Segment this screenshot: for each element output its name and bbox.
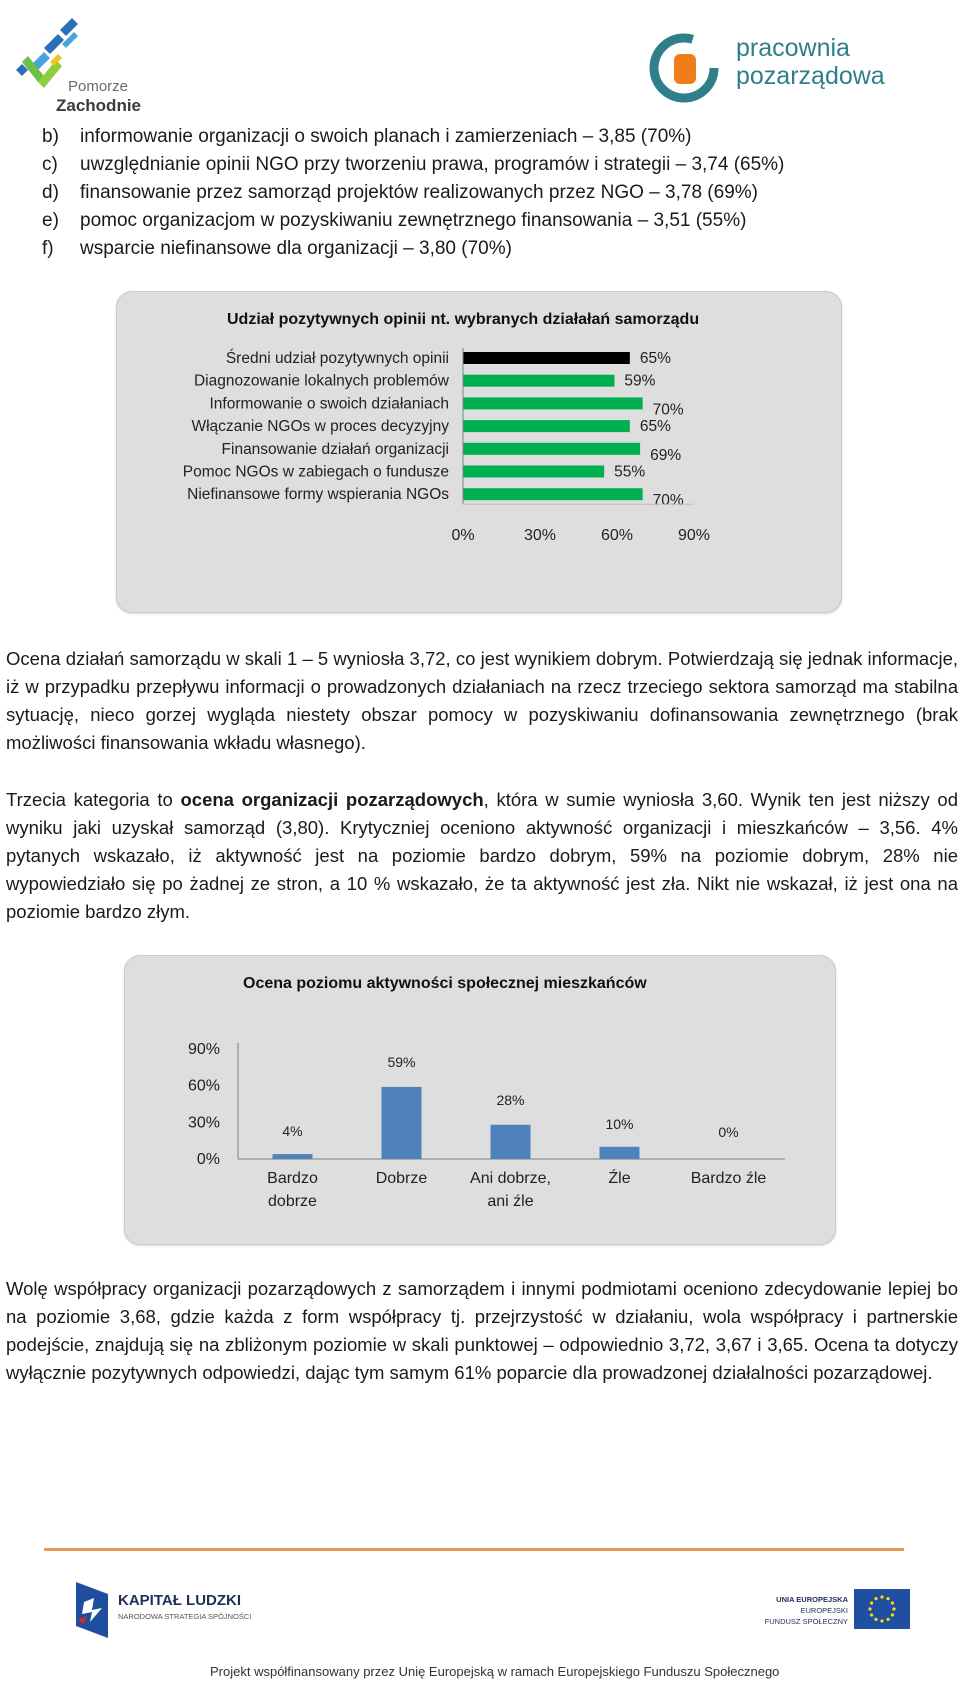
chart-title: Udział pozytywnych opinii nt. wybranych działałań samorządu [227, 311, 700, 328]
data-label: 10% [605, 1115, 634, 1132]
category-label: Ani dobrze, [470, 1170, 551, 1187]
data-label: 59% [387, 1053, 416, 1070]
eu-flag-icon [854, 1589, 910, 1629]
category-label: Niefinansowe formy wspierania NGOs [187, 486, 449, 504]
list-marker: f) [42, 238, 54, 259]
data-label: 28% [496, 1091, 525, 1108]
paragraph: Ocena działań samorządu w skali 1 – 5 wyniosła 3,72, co jest wynikiem dobrym. Potwierdzają się jednak informacje, iż w przypadku przepływu informacji o prowadzonych działaniach na rzecz trzeciego sektora samorząd ma stabilna sytuację, nieco gorzej wygląda niestety obszar pomocy w pozyskiwaniu dofinansowania zewnętrznego (brak możliwości finansowania wkładu własnego). [6, 648, 958, 753]
cofinancing-note: Projekt współfinansowany przez Unię Europejską w ramach Europejskiego Funduszu Społecznego [210, 1664, 780, 1679]
category-label: Źle [608, 1170, 631, 1187]
list-item [42, 151, 942, 179]
bar [463, 352, 630, 364]
list-item [42, 179, 942, 207]
list-item-text: uwzględnianie opinii NGO przy tworzeniu prawa, programów i strategii – 3,74 (65%) [80, 154, 785, 175]
y-tick-label: 0% [196, 1151, 220, 1168]
eu-logo [760, 1585, 910, 1635]
list-item-text: wsparcie niefinansowe dla organizacji – 3,80 (70%) [80, 238, 512, 259]
bar [463, 397, 643, 409]
european-text: EUROPEJSKI [800, 1606, 848, 1615]
list-item-text: finansowanie przez samorząd projektów realizowanych przez NGO – 3,78 (69%) [80, 182, 758, 203]
data-label: 59% [624, 372, 656, 390]
zachodnie-logo-text: Zachodnie [56, 96, 142, 115]
data-label: 69% [650, 446, 682, 464]
pracownia-emblem [648, 30, 722, 104]
category-label: Bardzo [267, 1170, 318, 1187]
bar [463, 488, 643, 500]
data-label: 70% [652, 401, 684, 419]
pracownia-pozarzadowa-logo [648, 30, 898, 100]
data-label: 65% [639, 350, 671, 367]
bar [463, 375, 614, 387]
list-marker: d) [42, 182, 59, 203]
y-tick-label: 90% [187, 1041, 220, 1058]
list-marker: e) [42, 210, 59, 231]
list-item-text: pomoc organizacjom w pozyskiwaniu zewnętrznego finansowania – 3,51 (55%) [80, 210, 747, 231]
bar [463, 466, 604, 478]
list-marker: b) [42, 126, 59, 147]
pracownia-logo-text: pracownia [736, 34, 850, 62]
eu-text: UNIA EUROPEJSKA [776, 1595, 848, 1604]
social-fund-text: FUNDUSZ SPOŁECZNY [764, 1617, 848, 1626]
kapital-ludzki-text: KAPITAŁ LUDZKI [118, 1592, 242, 1609]
y-tick-label: 30% [187, 1114, 220, 1132]
x-tick-label: 60% [600, 527, 634, 544]
paragraph: Wolę współpracy organizacji pozarządowych z samorządem i innymi podmiotami oceniono zdecydowanie lepiej bo na poziomie 3,68, gdzie każda z form współpracy tj. przejrzystość w działaniu, wola współpracy i partnerskie podejście, znajdują się na zbliżonym poziomie w skali punktowej – odpowiednio 3,72, 3,67 i 3,65. Ocena ta dotyczy wyłącznie pozytywnych odpowiedzi, dając tym samym 61% poparcie dla prowadzonej działalności pozarządowej. [6, 1278, 958, 1383]
list-item [42, 123, 942, 151]
emphasized-phrase: ocena organizacji pozarządowych [180, 789, 484, 810]
data-label: 55% [614, 463, 646, 481]
list-item [42, 235, 942, 263]
category-label: Średni udział pozytywnych opinii [225, 350, 449, 367]
kapital-ludzki-emblem [72, 1580, 112, 1640]
chart-frame-social-activity [124, 955, 836, 1245]
bar [600, 1147, 640, 1159]
category-label: Diagnozowanie lokalnych problemów [193, 372, 449, 390]
pomorze-zachodnie-logo [14, 14, 154, 115]
footer-divider [44, 1548, 904, 1551]
pozarzadowa-logo-text: pozarządowa [736, 62, 885, 90]
list-item [42, 207, 942, 235]
data-label: 65% [639, 418, 671, 436]
x-tick-label: 30% [523, 527, 557, 544]
vertical-bar-chart [125, 956, 835, 1244]
category-label: Bardzo źle [690, 1170, 767, 1187]
list-marker: c) [42, 154, 58, 175]
bar [463, 443, 640, 455]
category-label: dobrze [268, 1193, 317, 1210]
paragraph [6, 786, 958, 926]
category-label: Pomoc NGOs w zabiegach o fundusze [182, 463, 449, 481]
category-label: Włączanie NGOs w proces decyzyjny [191, 418, 449, 436]
list-item-text: informowanie organizacji o swoich planach i zamierzeniach – 3,85 (70%) [80, 126, 692, 147]
y-tick-label: 60% [187, 1077, 220, 1095]
bar [382, 1087, 422, 1159]
chart-title: Ocena poziomu aktywności społecznej mieszkańców [243, 975, 647, 992]
x-tick-label: 0% [451, 527, 475, 544]
bar [273, 1154, 313, 1159]
category-label: ani źle [487, 1193, 534, 1210]
criteria-list [42, 123, 942, 263]
bar [463, 420, 630, 432]
paragraph-text: , która w sumie wyniosła 3,60. Wynik ten jest niższy od wyniku jaki uzyskał samorząd (3,80). Krytyczniej oceniono aktywność organizacji i mieszkańców – 3,56. 4% pytanych wskazało, iż aktywność jest na poziomie bardzo dobrym, 59% na poziomie dobrym, 28% nie wypowiedziało się po żadnej ze stron, a 10 % wskazało, że ta aktywność jest zła. Nikt nie wskazał, iż jest ona na poziomie bardzo złym. [6, 789, 958, 922]
data-label: 70% [652, 492, 684, 510]
category-label: Informowanie o swoich działaniach [209, 395, 449, 413]
data-label: 4% [282, 1123, 303, 1140]
chart-frame-positive-opinions [116, 291, 842, 613]
category-label: Dobrze [375, 1170, 428, 1187]
pomorze-logo-text: Pomorze [68, 78, 129, 95]
horizontal-bar-chart [117, 292, 841, 612]
data-label: 0% [718, 1124, 739, 1140]
category-label: Finansowanie działań organizacji [221, 440, 449, 458]
bar [491, 1125, 531, 1159]
narodowa-strategia-text: NARODOWA STRATEGIA SPÓJNOŚCI [118, 1612, 252, 1621]
paragraph-text: Trzecia kategoria to [6, 789, 181, 810]
x-tick-label: 90% [677, 527, 711, 544]
kapital-ludzki-logo [72, 1580, 272, 1640]
